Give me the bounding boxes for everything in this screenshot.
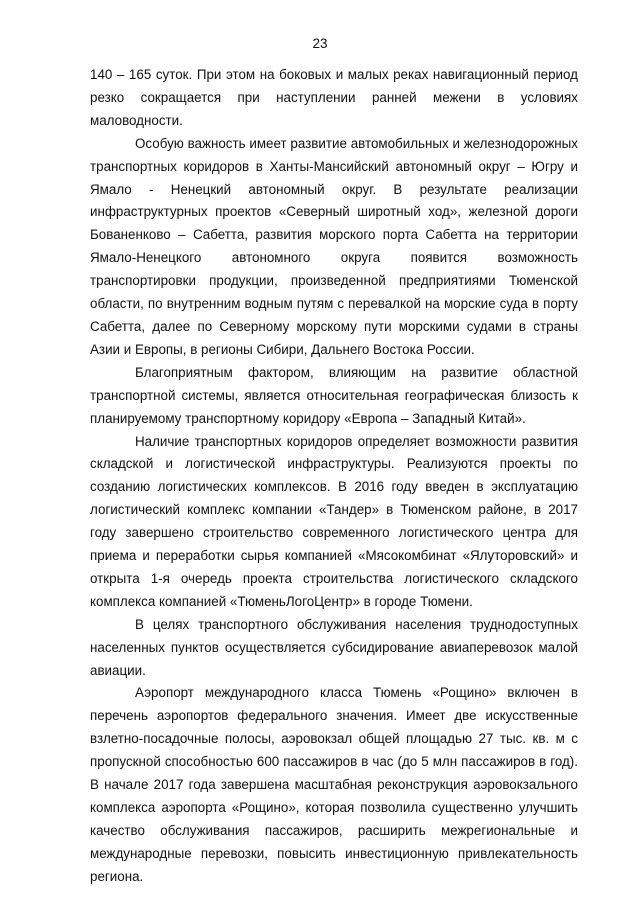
- paragraph-small-aviation: В целях транспортного обслуживания населения труднодоступных населенных пунктов осуществляется субсидирование авиаперевозок малой авиации.: [90, 616, 578, 678]
- paragraph-navigation-period: 140 – 165 суток. При этом на боковых и малых реках навигационный период резко сокращается при наступлении ранней межени в условиях маловодности.: [90, 67, 578, 128]
- paragraph-airport-roshchino: Аэропорт международного класса Тюмень «Рощино» включен в перечень аэропортов федерального значения. Имеет две искусственные взлетно-посадочные полосы, аэровокзал общей площадью 27 тыс. кв. м с пропускной способностью 600 пассажиров в час (до 5 млн пассажиров в год). В начале 2017 года завершена масштабная реконструкция аэровокзального комплекса аэропорта «Рощино», которая позволила существенно улучшить качество обслуживания пассажиров, расширить межрегиональные и международные перевозки, повысить инвестиционную привлекательность региона.: [90, 685, 578, 884]
- document-body: [90, 64, 578, 889]
- paragraph-transport-corridors: Особую важность имеет развитие автомобильных и железнодорожных транспортных коридоров в Ханты-Мансийский автономный округ – Югру и Ямало - Ненецкий автономный округ. В результате реализации инфраструктурных проектов «Северный широтный ход», железной дороги Бованенково – Сабетта, развития морского порта Сабетта на территории Ямало-Ненецкого автономного округа появится возможность транспортировки продукции, произведенной предприятиями Тюменской области, по внутренним водным путям с перевалкой на морские суда в порту Сабетта, далее по Северному морскому пути морскими судами в страны Азии и Европы, в регионы Сибири, Дальнего Востока России.: [90, 135, 578, 357]
- page-number: 23: [312, 36, 328, 51]
- paragraph-logistics-infrastructure: Наличие транспортных коридоров определяет возможности развития складской и логистической инфраструктуры. Реализуются проекты по созданию логистических комплексов. В 2016 году введен в эксплуатацию логистический комплекс компании «Тандер» в Тюменском районе, в 2017 году завершено строительство современного логистического центра для приема и переработки сырья компанией «Мясокомбинат «Ялуторовский» и открыта 1-я очередь проекта строительства логистического складского комплекса компанией «ТюменьЛогоЦентр» в городе Тюмени.: [90, 433, 578, 609]
- paragraph-favorable-factor: Благоприятным фактором, влияющим на развитие областной транспортной системы, является относительная географическая близость к планируемому транспортному коридору «Европа – Западный Китай».: [90, 364, 578, 426]
